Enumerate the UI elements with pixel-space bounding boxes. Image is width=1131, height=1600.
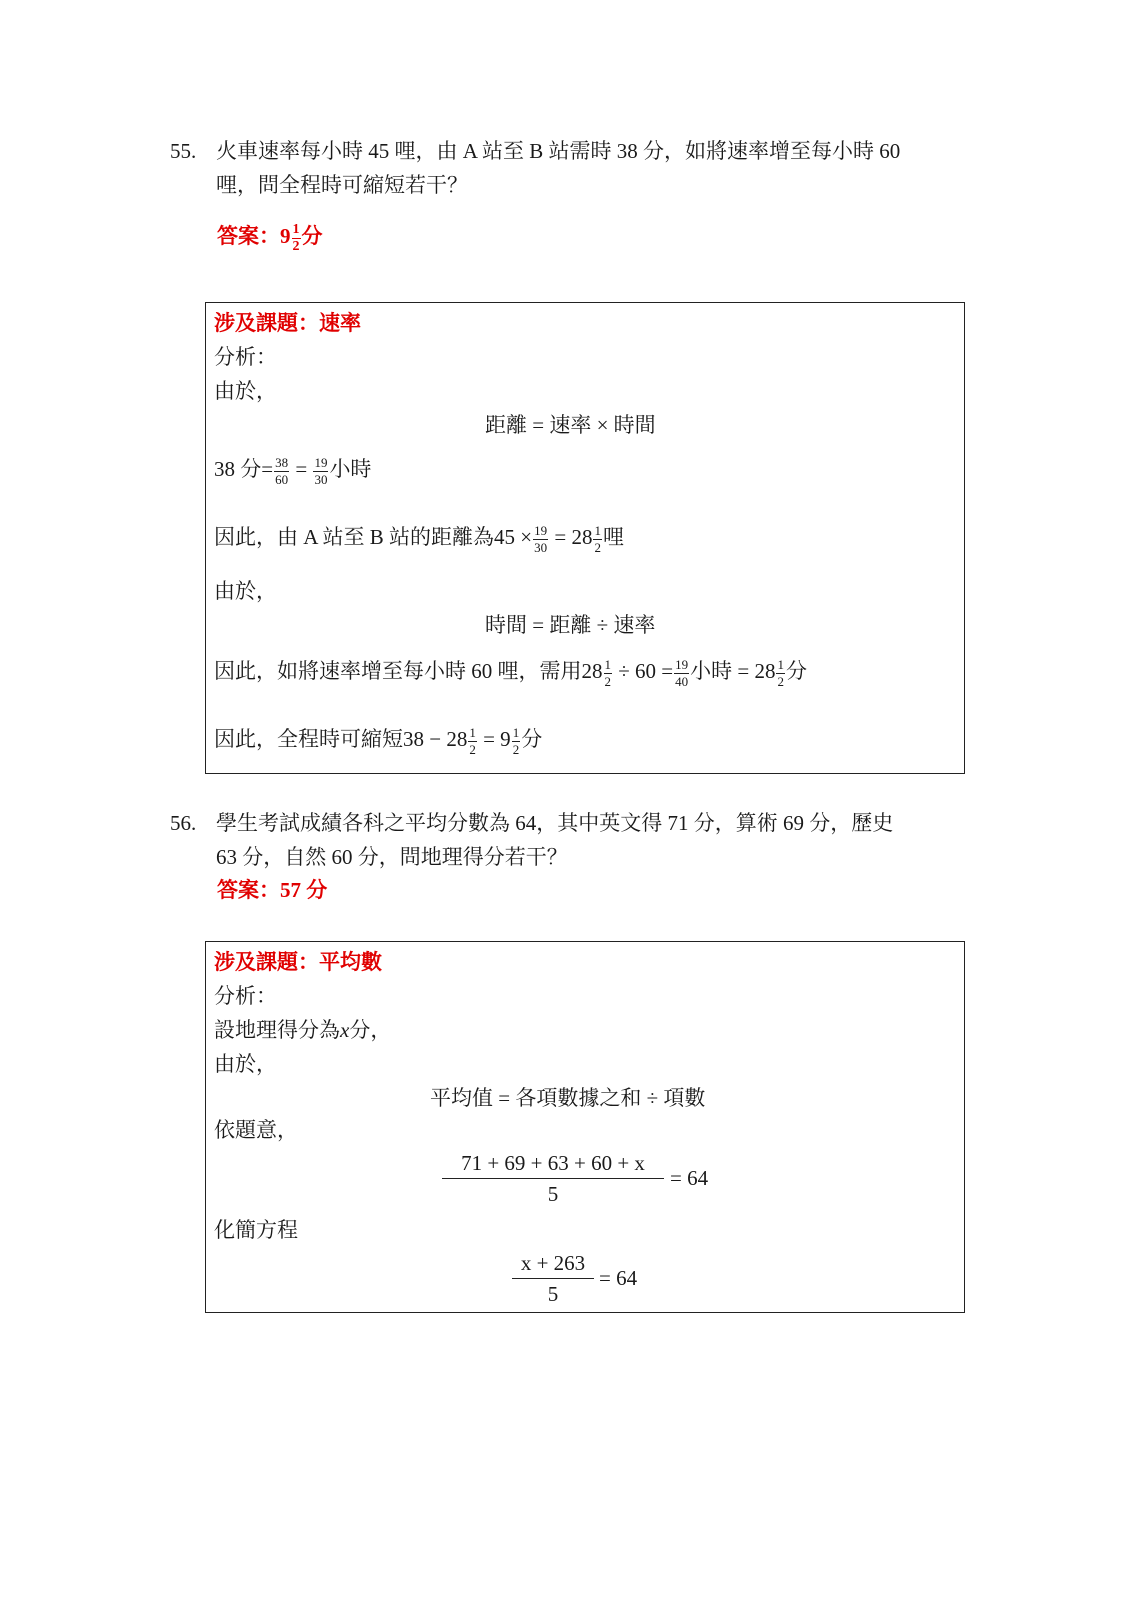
new-time-text: 因此，如將速率增至每小時 60 哩，需用28 — [214, 659, 603, 683]
distance-calculation — [214, 521, 624, 556]
fraction-denominator: 2 — [777, 673, 784, 689]
let-text: 設地理得分為 — [214, 1018, 340, 1042]
fraction-numerator: 1 — [292, 221, 300, 237]
let-statement — [214, 1014, 391, 1044]
equation-1-rhs: = 64 — [670, 1166, 709, 1190]
equation-numerator: x + 263 — [512, 1248, 594, 1279]
distance-formula: 距離 = 速率 × 時間 — [485, 413, 656, 437]
fraction-denominator: 2 — [604, 673, 611, 689]
answer-unit: 分 — [301, 224, 323, 248]
fraction-numerator: 38 — [275, 454, 289, 470]
since-label: 由於， — [214, 579, 277, 603]
answer-56: 答案：57 分 — [217, 878, 328, 902]
equation-1-fraction — [442, 1148, 664, 1209]
question-55 — [170, 134, 970, 204]
unit-text: 小時 — [329, 457, 372, 481]
question-text-line: 學生考試成績各科之平均分數為 64，其中英文得 71 分，算術 69 分，歷史 — [216, 811, 894, 835]
fraction-denominator: 60 — [275, 471, 289, 487]
fraction-numerator: 1 — [777, 656, 784, 672]
topic-label: 涉及課題：速率 — [214, 311, 361, 335]
unit-text: 分 — [521, 727, 543, 751]
per-question-label: 依題意， — [214, 1118, 298, 1142]
fraction-denominator: 2 — [292, 238, 300, 254]
fraction-denominator: 30 — [314, 471, 328, 487]
equals-sign: = — [290, 457, 313, 481]
fraction-denominator: 2 — [512, 741, 520, 757]
unit-text: 哩 — [602, 525, 624, 549]
fraction-numerator: 19 — [314, 454, 328, 470]
question-text — [216, 806, 956, 874]
shortened-time-calculation — [214, 723, 542, 758]
topic-label: 涉及課題：平均數 — [214, 950, 382, 974]
fraction-numerator: 1 — [594, 522, 601, 538]
fraction-numerator: 19 — [675, 656, 689, 672]
equation-2-rhs: = 64 — [599, 1266, 638, 1290]
new-time-calculation — [214, 655, 807, 690]
since-label: 由於， — [214, 379, 277, 403]
question-text-line: 火車速率每小時 45 哩，由 A 站至 B 站需時 38 分，如將速率增至每小時 60 — [216, 139, 901, 163]
simplify-label: 化簡方程 — [214, 1218, 298, 1242]
conversion-text: 38 分= — [214, 457, 274, 481]
distance-result: = 28 — [549, 525, 593, 549]
distance-text: 因此，由 A 站至 B 站的距離為45 × — [214, 525, 533, 549]
division-text: ÷ 60 = — [613, 659, 674, 683]
answer-label: 答案：9 — [217, 224, 291, 248]
fraction-numerator: 19 — [534, 522, 548, 538]
fraction-numerator: 1 — [604, 656, 611, 672]
shortened-text: 因此，全程時可縮短38 − 28 — [214, 727, 468, 751]
fraction-denominator: 2 — [594, 539, 601, 555]
question-text — [216, 134, 956, 202]
time-conversion — [214, 453, 371, 488]
fraction-numerator: 1 — [469, 724, 476, 740]
equation-denominator: 5 — [547, 1282, 559, 1306]
analysis-label: 分析： — [214, 345, 277, 369]
equation-denominator: 5 — [547, 1182, 559, 1206]
analysis-box-55 — [205, 302, 965, 774]
question-text-line: 63 分，自然 60 分，問地理得分若干？ — [216, 845, 568, 869]
hours-text: 小時 = 28 — [690, 659, 776, 683]
shortened-result: = 9 — [477, 727, 511, 751]
question-56 — [170, 806, 970, 876]
question-text-line: 哩，問全程時可縮短若干？ — [216, 173, 468, 197]
unit-text: 分 — [785, 659, 807, 683]
fraction-denominator: 40 — [675, 673, 689, 689]
analysis-box-56 — [205, 941, 965, 1313]
question-number: 56. — [170, 811, 197, 835]
fraction-numerator: 1 — [512, 724, 520, 740]
answer-55 — [217, 220, 323, 255]
analysis-label: 分析： — [214, 984, 277, 1008]
fraction-denominator: 2 — [469, 741, 476, 757]
variable-x: x — [340, 1018, 350, 1042]
equation-numerator: 71 + 69 + 63 + 60 + x — [442, 1148, 664, 1179]
time-formula: 時間 = 距離 ÷ 速率 — [485, 613, 656, 637]
since-label: 由於， — [214, 1052, 277, 1076]
equation-2-fraction — [512, 1248, 594, 1309]
question-number: 55. — [170, 139, 197, 163]
average-formula: 平均值 = 各項數據之和 ÷ 項數 — [430, 1086, 706, 1110]
fraction-denominator: 30 — [534, 539, 548, 555]
let-text-end: 分， — [349, 1018, 392, 1042]
